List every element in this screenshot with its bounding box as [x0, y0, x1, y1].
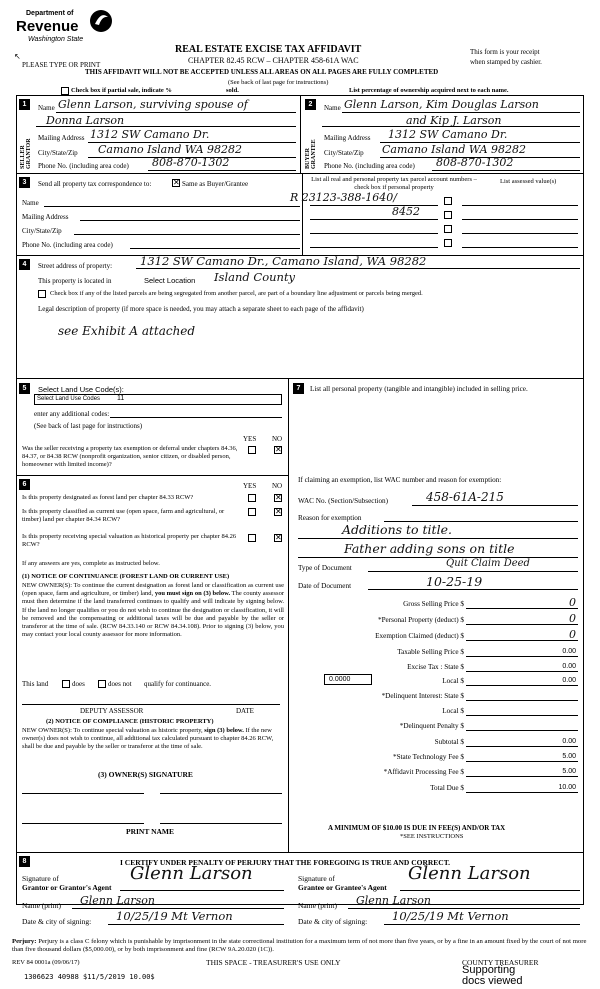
doc-type-rule — [368, 571, 578, 572]
buyer-name-label: Name — [324, 104, 341, 112]
reason-rule-1 — [298, 538, 578, 539]
buyer-city-value[interactable]: Camano Island WA 98282 — [382, 143, 527, 156]
land-does-label: does — [72, 680, 85, 688]
processing-fee-rule — [466, 776, 578, 777]
buyer-name-line-2[interactable]: and Kip J. Larson — [406, 114, 502, 127]
notice-continuance-b: you must sign on (3) below. — [154, 590, 231, 598]
grantee-sig-label-1: Signature of — [298, 874, 335, 883]
print-name-rule-1 — [22, 823, 144, 824]
see-back-top: (See back of last page for instructions) — [228, 79, 329, 86]
same-as-buyer-checkbox[interactable] — [172, 179, 180, 187]
parcel-rule-3 — [310, 233, 438, 234]
seller-phone-value[interactable]: 808-870-1302 — [152, 156, 230, 169]
exemption-yes-checkbox[interactable] — [248, 446, 256, 454]
notice-continuance-c: The county assessor must then determine if the land transferred continues to qualify and will indicate by signing below. If the land no longer qualifies or you do not wish to continue the designation or classification, it will be removed and the compensating or additional taxes will be due and payable by the seller or transferor at the time of sale. (RCW 84.33.140 or RCW 84.34.108). Prior to signing (3) below, you may contact your local county assessor for more information. — [22, 590, 285, 639]
see-instructions-note: *SEE INSTRUCTIONS — [400, 833, 464, 840]
assessed-rule-3 — [462, 233, 578, 234]
certify-statement: I CERTIFY UNDER PENALTY OF PERJURY THAT THE FOREGOING IS TRUE AND CORRECT. — [120, 858, 451, 867]
grantor-name-value[interactable]: Glenn Larson — [80, 894, 155, 907]
section-3-number: 3 — [19, 177, 30, 188]
divider-after-5 — [16, 475, 288, 476]
same-as-buyer-label: Same as Buyer/Grantee — [182, 180, 249, 188]
grantee-date-value[interactable]: 10/25/19 Mt Vernon — [392, 909, 509, 923]
notice-compliance-a: NEW OWNER(S): To continue special valuation as historic property, — [22, 727, 203, 734]
parcel-2-personal-checkbox[interactable] — [444, 211, 452, 219]
total-due-value: 10.00 — [558, 784, 576, 791]
grantor-date-value[interactable]: 10/25/19 Mt Vernon — [116, 909, 233, 923]
parcel-number-2[interactable]: 8452 — [392, 205, 420, 218]
buyer-name-line-1[interactable]: Glenn Larson, Kim Douglas Larson — [344, 98, 539, 111]
tech-fee-rule — [466, 761, 578, 762]
seller-name-line-2[interactable]: Donna Larson — [46, 114, 125, 127]
notice-continuance-title: (1) NOTICE OF CONTINUANCE (FOREST LAND OR CURRENT USE) — [22, 573, 230, 580]
land-use-dropdown-text: Select Land Use Codes — [37, 396, 101, 402]
parcel-1-personal-checkbox[interactable] — [444, 197, 452, 205]
exemption-claimed-rule — [466, 640, 578, 641]
list-percentage-note: List percentage of ownership acquired next to each name. — [349, 87, 509, 94]
select-location-dropdown[interactable]: Select Location — [144, 276, 196, 285]
land-use-label: Select Land Use Code(s): — [38, 385, 124, 394]
additional-codes-label: enter any additional codes: — [34, 410, 110, 418]
assessed-rule-2 — [462, 219, 578, 220]
notice-compliance-c: If the new owner(s) does not wish to continue, all additional tax calculated pursuant to chapter 84.26 RCW, shall be due and payable by the seller or transferor at the time of sale. — [22, 727, 274, 751]
subtotal-value: 0.00 — [562, 738, 576, 745]
grantor-date-label: Date & city of signing: — [22, 917, 92, 926]
print-name-label: PRINT NAME — [126, 827, 174, 836]
perjury-notice — [12, 938, 590, 954]
notice-compliance-title: (2) NOTICE OF COMPLIANCE (HISTORIC PROPERTY) — [46, 718, 214, 725]
gross-price-value[interactable]: 0 — [569, 596, 576, 609]
seller-city-value[interactable]: Camano Island WA 98282 — [98, 143, 243, 156]
parcel-number-1[interactable]: R 23123-388-1640/ — [290, 191, 397, 204]
current-use-no-checkbox[interactable] — [274, 508, 282, 516]
land-use-code-value: 11 — [117, 395, 125, 402]
assessed-header: List assessed value(s) — [500, 178, 557, 185]
send-correspondence-label: Send all property tax correspondence to: — [38, 180, 152, 188]
divider-after-4 — [16, 378, 584, 379]
excise-state-rule — [466, 671, 578, 672]
corr-mail-rule — [80, 220, 300, 221]
seller-name-rule-1 — [56, 112, 296, 113]
personal-property-deduct-value[interactable]: 0 — [569, 612, 576, 625]
land-does-not-checkbox[interactable] — [98, 680, 106, 688]
grantor-date-rule — [108, 924, 284, 925]
notice-compliance-b: sign (3) below. — [204, 727, 244, 734]
buyer-phone-label: Phone No. (including area code) — [324, 162, 415, 170]
corr-phone-rule — [130, 248, 300, 249]
grantor-sig-label-2: Grantor or Grantor's Agent — [22, 883, 112, 892]
dor-logo — [12, 8, 122, 58]
notice-compliance-text — [22, 727, 284, 752]
form-chapter: CHAPTER 82.45 RCW – CHAPTER 458-61A WAC — [188, 56, 359, 65]
logo-main-text: Revenue — [16, 18, 79, 35]
buyer-mail-value[interactable]: 1312 SW Camano Dr. — [388, 128, 508, 141]
qualify-label: qualify for continuance. — [144, 680, 212, 688]
divider-3-parcel — [302, 173, 303, 255]
total-due-rule — [466, 792, 578, 793]
reason-value-1[interactable]: Additions to title. — [342, 522, 452, 537]
not-accepted-notice: THIS AFFIDAVIT WILL NOT BE ACCEPTED UNLESS ALL AREAS ON ALL PAGES ARE FULLY COMPLETED — [85, 68, 439, 76]
additional-codes-rule — [110, 417, 282, 418]
grantor-signature[interactable]: Glenn Larson — [130, 863, 253, 884]
perjury-text: Perjury is a class C felony which is punishable by imprisonment in the state correctional institution for a maximum term of not more than five years, or by a fine in an amount fixed by the court of not more than five thousand dollars ($5,000.00), or by both imprisonment and fine (RCW 9A.20.020 (1C)). — [12, 938, 587, 953]
corr-city-rule — [74, 234, 300, 235]
section-4-number: 4 — [19, 259, 30, 270]
legal-description-value[interactable]: see Exhibit A attached — [58, 324, 196, 338]
section-7-number: 7 — [293, 383, 304, 394]
grantee-name-label: Name (print) — [298, 901, 337, 910]
delinquent-interest-local-rule — [466, 715, 578, 716]
processing-fee-label: *Affidavit Processing Fee $ — [383, 768, 464, 776]
doc-date-rule — [368, 589, 578, 590]
section-6-number: 6 — [19, 479, 30, 490]
grantor-name-label: Name (print) — [22, 901, 61, 910]
seller-name-line-1[interactable]: Glenn Larson, surviving spouse of — [58, 98, 248, 111]
reason-label: Reason for exemption — [298, 514, 362, 522]
land-does-not-label: does not — [108, 680, 132, 688]
sec5-no-header: NO — [272, 435, 283, 443]
exemption-claimed-value[interactable]: 0 — [569, 628, 576, 641]
divider-before-8 — [16, 852, 584, 853]
segregated-label: Check box if any of the listed parcels are being segregated from another parcel, are part of a boundary line adjustment or parcels being merged. — [50, 290, 423, 297]
section-8-number: 8 — [19, 856, 30, 867]
corr-mail-label: Mailing Address — [22, 213, 69, 221]
doc-date-value[interactable]: 10-25-19 — [426, 574, 483, 589]
historic-question: Is this property receiving special valuation as historical property per chapter 84.26 RCW? — [22, 533, 237, 548]
located-in-label: This property is located in — [38, 277, 112, 285]
local-rate-box[interactable] — [324, 674, 372, 685]
land-use-dropdown[interactable] — [34, 394, 282, 405]
buyer-mail-label: Mailing Address — [324, 134, 371, 142]
wac-value[interactable]: 458-61A-215 — [426, 490, 504, 504]
deputy-rule — [22, 704, 280, 705]
deputy-assessor-label: DEPUTY ASSESSOR — [80, 707, 144, 715]
parcel-3-personal-checkbox[interactable] — [444, 225, 452, 233]
doc-date-label: Date of Document — [298, 582, 352, 590]
supporting-docs-line-2: docs viewed — [462, 975, 523, 987]
partial-sale-checkbox[interactable] — [61, 87, 69, 95]
sec6-yes-header: YES — [243, 482, 257, 490]
buyer-city-label: City/State/Zip — [324, 149, 364, 157]
county-treasurer-label: COUNTY TREASURER — [462, 958, 539, 967]
sec5-yes-header: YES — [243, 435, 257, 443]
section-2-number: 2 — [305, 99, 316, 110]
divider-after-1-2 — [16, 173, 584, 174]
exemption-no-checkbox[interactable] — [274, 446, 282, 454]
parcel-header: List all real and personal property tax parcel account numbers – check box if personal property — [311, 176, 477, 191]
grantee-name-value[interactable]: Glenn Larson — [356, 894, 431, 907]
personal-property-label: List all personal property (tangible and intangible) included in selling price. — [310, 385, 528, 393]
historic-yes-checkbox[interactable] — [248, 534, 256, 542]
total-due-label: Total Due $ — [430, 784, 464, 792]
please-type: PLEASE TYPE OR PRINT — [22, 61, 101, 69]
reason-value-2[interactable]: Father adding sons on title — [344, 541, 515, 556]
delinquent-interest-state-label: *Delinquent Interest: State $ — [381, 692, 464, 700]
see-back-5: (See back of last page for instructions) — [34, 422, 143, 430]
assessed-rule-4 — [462, 247, 578, 248]
grantor-sig-label-1: Signature of — [22, 874, 59, 883]
reason-rule-2 — [298, 557, 578, 558]
delinquent-penalty-label: *Delinquent Penalty $ — [399, 722, 464, 730]
treasurer-use-label: THIS SPACE - TREASURER'S USE ONLY — [206, 958, 341, 967]
corr-phone-label: Phone No. (including area code) — [22, 241, 113, 249]
taxable-price-value: 0.00 — [562, 648, 576, 655]
receipt-line-2: when stamped by cashier. — [470, 58, 542, 66]
forest-no-checkbox[interactable] — [274, 494, 282, 502]
notice-continuance-text — [22, 582, 284, 639]
local-tax-value: 0.00 — [562, 677, 576, 684]
section-5-number: 5 — [19, 383, 30, 394]
current-use-question: Is this property classified as current use (open space, farm and agricultural, or timber) land per chapter 84.34 RCW? — [22, 508, 225, 523]
seller-name-rule-2 — [36, 126, 296, 127]
forest-land-question: Is this property designated as forest land per chapter 84.33 RCW? — [22, 494, 194, 501]
county-value[interactable]: Island County — [214, 270, 296, 284]
seller-mail-label: Mailing Address — [38, 134, 85, 142]
buyer-phone-value[interactable]: 808-870-1302 — [436, 156, 514, 169]
seller-phone-rule — [148, 170, 296, 171]
minimum-due-notice: A MINIMUM OF $10.00 IS DUE IN FEE(S) AND/OR TAX — [328, 824, 506, 832]
subtotal-rule — [466, 746, 578, 747]
claim-exemption-label: If claiming an exemption, list WAC number and reason for exemption: — [298, 476, 502, 484]
corr-name-label: Name — [22, 199, 39, 207]
buyer-name-rule-1 — [342, 112, 580, 113]
owner-signature-label: (3) OWNER(S) SIGNATURE — [98, 770, 193, 779]
gross-price-rule — [466, 608, 578, 609]
doc-type-label: Type of Document — [298, 564, 352, 572]
logo-swirl-icon — [88, 8, 114, 34]
divider-5-7 — [288, 378, 289, 852]
notice-continuance-a: NEW OWNER(S): To continue the current designation as forest land or classification as current use (open space, farm and agriculture, or timber) land, — [22, 582, 284, 598]
rev-number: REV 84 0001a (09/06/17) — [12, 959, 80, 966]
owner-sig-rule-1 — [22, 793, 144, 794]
tech-fee-value: 5.00 — [562, 753, 576, 760]
sold-label: sold. — [226, 87, 239, 94]
delinquent-interest-state-rule — [466, 700, 578, 701]
parcel-rule-4 — [310, 247, 438, 248]
delinquent-interest-local-label: Local $ — [442, 707, 464, 715]
buyer-phone-rule — [432, 170, 580, 171]
excise-state-value: 0.00 — [562, 663, 576, 670]
seller-city-label: City/State/Zip — [38, 149, 78, 157]
logo-sub-text: Washington State — [28, 36, 84, 43]
owner-sig-rule-2 — [160, 793, 282, 794]
segregated-checkbox[interactable] — [38, 290, 46, 298]
grantee-date-rule — [384, 924, 580, 925]
partial-sale-label: Check box if partial sale, indicate % — [71, 87, 172, 94]
personal-property-deduct-label: *Personal Property (deduct) $ — [377, 616, 464, 624]
exemption-question: Was the seller receiving a property tax exemption or deferral under chapters 84.36, 84.37, or 84.38 RCW (nonprofit organization, senior citizen, or disabled person, homeowner with limited income)? — [22, 445, 238, 468]
street-address-rule — [136, 268, 580, 269]
if-yes-instruction: If any answers are yes, complete as instructed below. — [22, 560, 160, 567]
form-title: REAL ESTATE EXCISE TAX AFFIDAVIT — [175, 44, 362, 55]
legal-description-label: Legal description of property (if more space is needed, you may attach a separate sheet to each page of the affidavit) — [38, 305, 364, 313]
current-use-yes-checkbox[interactable] — [248, 508, 256, 516]
perjury-label: Perjury: — [12, 938, 37, 945]
parcel-4-personal-checkbox[interactable] — [444, 239, 452, 247]
seller-mail-value[interactable]: 1312 SW Camano Dr. — [90, 128, 210, 141]
wac-label: WAC No. (Section/Subsection) — [298, 497, 389, 505]
local-rate-value: 0.0000 — [329, 676, 351, 683]
forest-yes-checkbox[interactable] — [248, 494, 256, 502]
grantee-date-label: Date & city of signing: — [298, 917, 368, 926]
assessed-rule-1 — [462, 205, 578, 206]
divider-1-2 — [300, 95, 301, 173]
logo-top-text: Department of — [26, 10, 74, 17]
sec6-no-header: NO — [272, 482, 283, 490]
taxable-price-rule — [466, 656, 578, 657]
taxable-price-label: Taxable Selling Price $ — [397, 648, 464, 656]
section-1-number: 1 — [19, 99, 30, 110]
receipt-line-1: This form is your receipt — [470, 48, 540, 56]
pen-mark-icon: ↖ — [14, 52, 21, 61]
subtotal-label: Subtotal $ — [434, 738, 464, 746]
street-address-label: Street address of property: — [38, 262, 113, 270]
street-address-value[interactable]: 1312 SW Camano Dr., Camano Island, WA 98282 — [140, 254, 427, 268]
grantee-sig-rule — [400, 890, 580, 891]
this-land-label: This land — [22, 680, 49, 688]
tech-fee-label: *State Technology Fee $ — [392, 753, 464, 761]
local-tax-label: Local $ — [442, 677, 464, 685]
grantor-sig-rule — [120, 890, 284, 891]
delinquent-penalty-rule — [466, 730, 578, 731]
excise-state-label: Excise Tax : State $ — [407, 663, 464, 671]
personal-property-deduct-rule — [466, 624, 578, 625]
corr-name-rule — [44, 206, 300, 207]
buyer-side-label: BUYER GRANTEE — [305, 139, 317, 169]
seller-name-label: Name — [38, 104, 55, 112]
exemption-claimed-label: Exemption Claimed (deduct) $ — [375, 632, 464, 640]
treasurer-stamp: 1306623 40988 $11/5/2019 10.00$ — [24, 973, 155, 981]
grantee-signature[interactable]: Glenn Larson — [408, 863, 531, 884]
seller-phone-label: Phone No. (including area code) — [38, 162, 129, 170]
parcel-rule-2 — [310, 219, 438, 220]
deputy-date-label: DATE — [236, 707, 254, 715]
processing-fee-value: 5.00 — [562, 768, 576, 775]
print-name-rule-2 — [160, 823, 282, 824]
doc-type-value[interactable]: Quit Claim Deed — [446, 558, 530, 569]
grantee-sig-label-2: Grantee or Grantee's Agent — [298, 883, 387, 892]
supporting-docs-line-1: Supporting — [462, 964, 516, 976]
buyer-name-rule-2 — [322, 126, 580, 127]
historic-no-checkbox[interactable] — [274, 534, 282, 542]
corr-city-label: City/State/Zip — [22, 227, 62, 235]
tax-table — [290, 596, 582, 810]
gross-price-label: Gross Selling Price $ — [403, 600, 464, 608]
seller-side-label: SELLER GRANTOR — [20, 138, 32, 169]
land-does-checkbox[interactable] — [62, 680, 70, 688]
wac-rule — [412, 505, 578, 506]
local-tax-rule — [466, 685, 578, 686]
